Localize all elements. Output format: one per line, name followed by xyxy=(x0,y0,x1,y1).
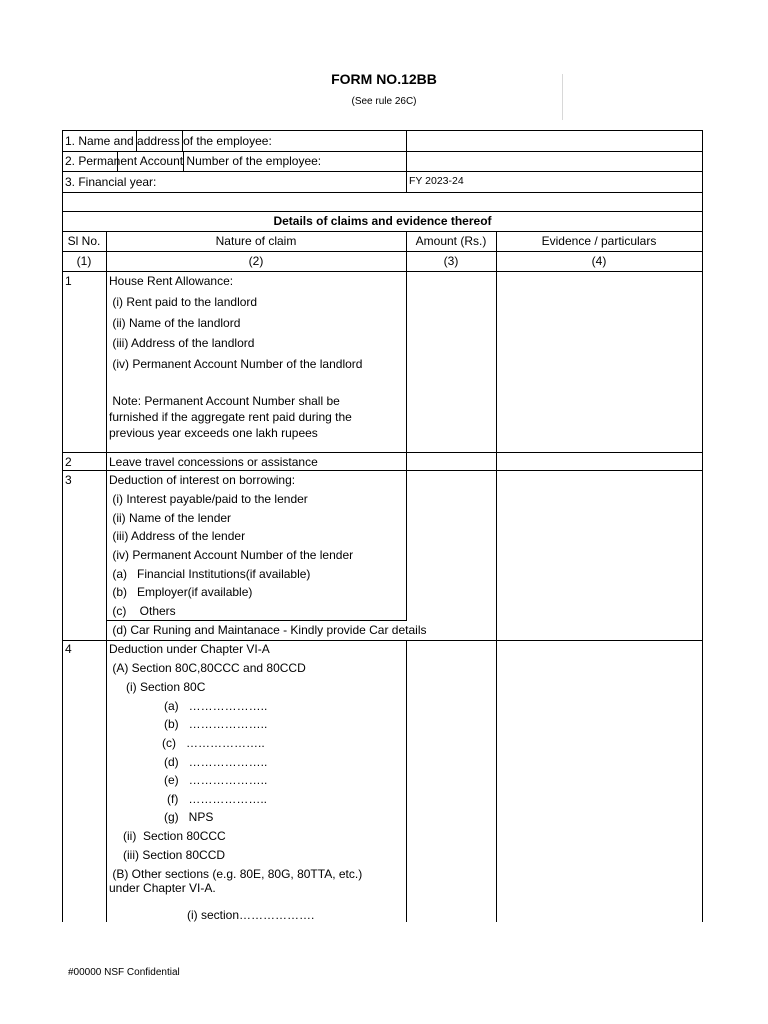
lender-others: (c) Others xyxy=(109,604,176,618)
rule xyxy=(62,130,703,131)
section-80ccc: (ii) Section 80CCC xyxy=(123,829,226,843)
section-80ccd: (iii) Section 80CCD xyxy=(123,848,226,862)
hra-landlord-address: (iii) Address of the landlord xyxy=(109,336,255,350)
rule xyxy=(106,620,407,621)
rule xyxy=(62,452,703,453)
interest-payable: (i) Interest payable/paid to the lender xyxy=(109,492,308,506)
rule xyxy=(62,151,703,152)
rule xyxy=(62,211,703,212)
employee-name-label: 1. Name and address of the employee: xyxy=(65,134,272,148)
lender-financial-institutions: (a) Financial Institutions(if available) xyxy=(109,567,311,581)
column-header-evidence: Evidence / particulars xyxy=(541,234,657,248)
rule xyxy=(406,640,407,922)
chapter-6a-heading: Deduction under Chapter VI-A xyxy=(109,642,270,656)
form-title: FORM NO.12BB xyxy=(331,71,437,87)
column-number-2: (2) xyxy=(248,254,264,268)
rule xyxy=(62,640,703,641)
hra-landlord-name: (ii) Name of the landlord xyxy=(109,316,241,330)
rule xyxy=(62,130,63,922)
hra-note: Note: Permanent Account Number shall be furnished if the aggregate rent paid during the previous year exceeds one lakh rupees xyxy=(109,394,356,440)
item-2-sl: 2 xyxy=(65,455,72,469)
section-80c-item-a: (a) ……………….. xyxy=(164,699,268,713)
rule xyxy=(62,271,703,272)
item-4-sl: 4 xyxy=(65,642,72,656)
section-title: Details of claims and evidence thereof xyxy=(273,214,492,228)
other-sections-cont: under Chapter VI-A. xyxy=(109,881,216,895)
column-number-1: (1) xyxy=(76,254,92,268)
page-divider xyxy=(562,74,563,120)
car-running-line: (d) Car Runing and Maintanace - Kindly provide Car details xyxy=(109,623,427,637)
hra-rent-paid: (i) Rent paid to the landlord xyxy=(109,295,258,309)
rule xyxy=(62,251,703,252)
hra-landlord-pan: (iv) Permanent Account Number of the landlord xyxy=(109,357,363,371)
lta-line: Leave travel concessions or assistance xyxy=(109,455,318,469)
rule xyxy=(702,130,703,922)
column-number-3: (3) xyxy=(443,254,459,268)
column-number-4: (4) xyxy=(591,254,607,268)
interest-heading: Deduction of interest on borrowing: xyxy=(109,473,296,487)
column-header-amount: Amount (Rs.) xyxy=(415,234,487,248)
item-3-sl: 3 xyxy=(65,473,72,487)
column-header-sl: Sl No. xyxy=(67,234,101,248)
other-section-i: (i) section………………. xyxy=(187,908,315,922)
form-subtitle: (See rule 26C) xyxy=(351,96,417,107)
section-80c-item-f: (f) ……………….. xyxy=(167,792,267,806)
section-80c-group: (A) Section 80C,80CCC and 80CCD xyxy=(109,661,306,675)
rule xyxy=(62,231,703,232)
section-80c-item-d: (d) ……………….. xyxy=(164,755,268,769)
column-header-nature: Nature of claim xyxy=(215,234,297,248)
rule xyxy=(62,171,703,172)
section-80c-item-e: (e) ……………….. xyxy=(164,773,268,787)
financial-year-value[interactable]: FY 2023-24 xyxy=(409,175,464,187)
financial-year-label: 3. Financial year: xyxy=(65,175,157,189)
rule xyxy=(106,231,107,922)
section-80c-item-c: (c) ……………….. xyxy=(162,736,265,750)
confidential-footer: #00000 NSF Confidential xyxy=(68,967,180,978)
lender-address: (iii) Address of the lender xyxy=(109,529,246,543)
rule xyxy=(406,130,407,192)
rule xyxy=(62,192,703,193)
section-80c-item-g-nps: (g) NPS xyxy=(164,810,214,824)
other-sections: (B) Other sections (e.g. 80E, 80G, 80TTA, etc.) xyxy=(109,867,363,881)
rule xyxy=(496,231,497,922)
rule xyxy=(62,470,703,471)
employee-pan-label: 2. Permanent Account Number of the employee: xyxy=(65,154,322,168)
lender-name: (ii) Name of the lender xyxy=(109,511,232,525)
rule xyxy=(406,231,407,621)
lender-pan: (iv) Permanent Account Number of the lender xyxy=(109,548,354,562)
section-80c: (i) Section 80C xyxy=(126,680,206,694)
hra-heading: House Rent Allowance: xyxy=(109,274,234,288)
lender-employer: (b) Employer(if available) xyxy=(109,585,253,599)
item-1-sl: 1 xyxy=(65,274,72,288)
section-80c-item-b: (b) ……………….. xyxy=(164,717,268,731)
